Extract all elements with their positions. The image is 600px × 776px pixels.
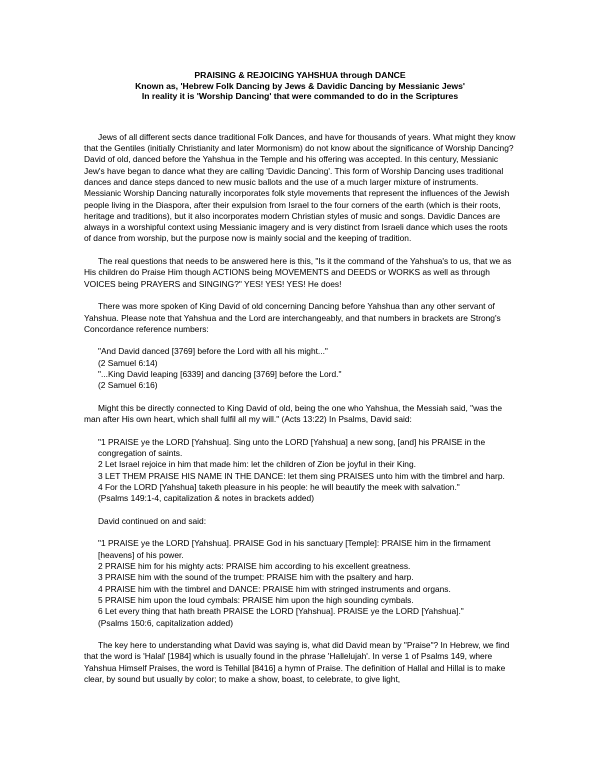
paragraph-2: The real questions that needs to be answered here is this, "Is it the command of the Yahshua's to us, that we as His children do Praise Him though ACTIONS being MOVEMENTS and DEEDS or WORKS as well as through VOICES being PRAYERS and SINGING?" YES! YES! YES! He does! [84,256,512,289]
quote-line: 2 PRAISE him for his mighty acts: PRAISE him according to his excellent greatness. [98,561,411,572]
quote-line: "...King David leaping [6339] and dancing [3769] before the Lord." [98,369,342,380]
document-body [84,132,516,686]
quote-block-1 [84,346,516,391]
quote-line: "1 PRAISE ye the LORD [Yahshua]. PRAISE God in his sanctuary [Temple]: PRAISE him in the firmament [heavens] of his power. [98,538,491,560]
paragraph-4: Might this be directly connected to King David of old, being the one who Yahshua, the Messiah said, "was the man after His own heart, which shall fulfil all my will." (Acts 13:22) In Psalms, David said: [84,402,502,425]
quote-line: 4 For the LORD [Yahshua] taketh pleasure in his people: he will beautify the meek with salvation." [98,481,460,492]
quote-line: 5 PRAISE him upon the loud cymbals: PRAISE him upon the high sounding cymbals. [98,594,414,605]
document-subtitle-2: In reality it is 'Worship Dancing' that were commanded to do in the Scriptures [141,91,459,102]
quote-line: 3 PRAISE him with the sound of the trumpet: PRAISE him with the psaltery and harp. [98,572,414,583]
document-title: PRAISING & REJOICING YAHSHUA through DANCE [194,70,406,80]
quote-block-2 [84,437,516,505]
quote-line: 4 PRAISE him with the timbrel and DANCE: PRAISE him with stringed instruments and organs. [98,583,451,594]
title-block [84,70,516,102]
quote-line: (Psalms 150:6, capitalization added) [98,617,234,628]
quote-block-3 [84,538,516,628]
quote-line: 3 LET THEM PRAISE HIS NAME IN THE DANCE: let them sing PRAISES unto him with the timbrel and harp. [98,470,505,481]
quote-line: 6 Let every thing that hath breath PRAISE the LORD [Yahshua]. PRAISE ye the LORD [Yahshua]." [98,606,464,617]
document-subtitle-1: Known as, 'Hebrew Folk Dancing by Jews & Davidic Dancing by Messianic Jews' [135,80,465,91]
quote-line: (2 Samuel 6:16) [98,380,158,391]
quote-line: "And David danced [3769] before the Lord with all his might..." [98,346,328,357]
quote-line: (Psalms 149:1-4, capitalization & notes in brackets added) [98,493,315,504]
paragraph-1: Jews of all different sects dance traditional Folk Dances, and have for thousands of years. What might they know that the Gentiles (initially Christianity and later Mormonism) do not know about the significance of Worship Dancing? David of old, danced before the Yahshua in the Temple and his offering was accepted. In this century, Messianic Jew's have began to dance what they are calling 'Davidic Dancing'. This form of Worship Dancing uses traditional dances and dance steps danced to new music ballots and the use of a much larger mixture of instruments. Messianic Worship Dancing naturally incorporates folk style movements that represent the influences of the Jewish people living in the Diaspora, after their expulsion from Israel to the four corners of the earth (which is their roots, heritage and traditions), but it also incorporates modern Christian styles of music and songs. Davidic Dances are always in a worshipful context using Messianic imagery and is very distinct from Israeli dance which uses the roots of dance from worship, but the purpose now is mainly social and the keeping of tradition. [84,131,516,244]
quote-line: 2 Let Israel rejoice in him that made him: let the children of Zion be joyful in their King. [98,459,416,470]
paragraph-6: The key here to understanding what David was saying is, what did David mean by "Praise"? In Hebrew, we find that the word is 'Halal' [1984] which is usually found in the phrase 'Hallelujah'. In verse 1 of Psalms 149, where Yahshua Himself Praises, the word is Tehillal [8416] a hymn of Praise. The definition of Hallal and Hillal is to make clear, by sound but usually by color; to make a show, boast, to celebrate, to give light, [84,640,510,685]
quote-line: "1 PRAISE ye the LORD [Yahshua]. Sing unto the LORD [Yahshua] a new song, [and] his PRAISE in the congregation of saints. [98,436,486,459]
quote-line: (2 Samuel 6:14) [98,357,158,368]
paragraph-5: David continued on and said: [98,515,207,526]
paragraph-3: There was more spoken of King David of old concerning Dancing before Yahshua than any other servant of Yahshua. Please note that Yahshua and the Lord are interchangeably, and that numbers in brackets are Strong's Concordance reference numbers: [84,301,501,334]
